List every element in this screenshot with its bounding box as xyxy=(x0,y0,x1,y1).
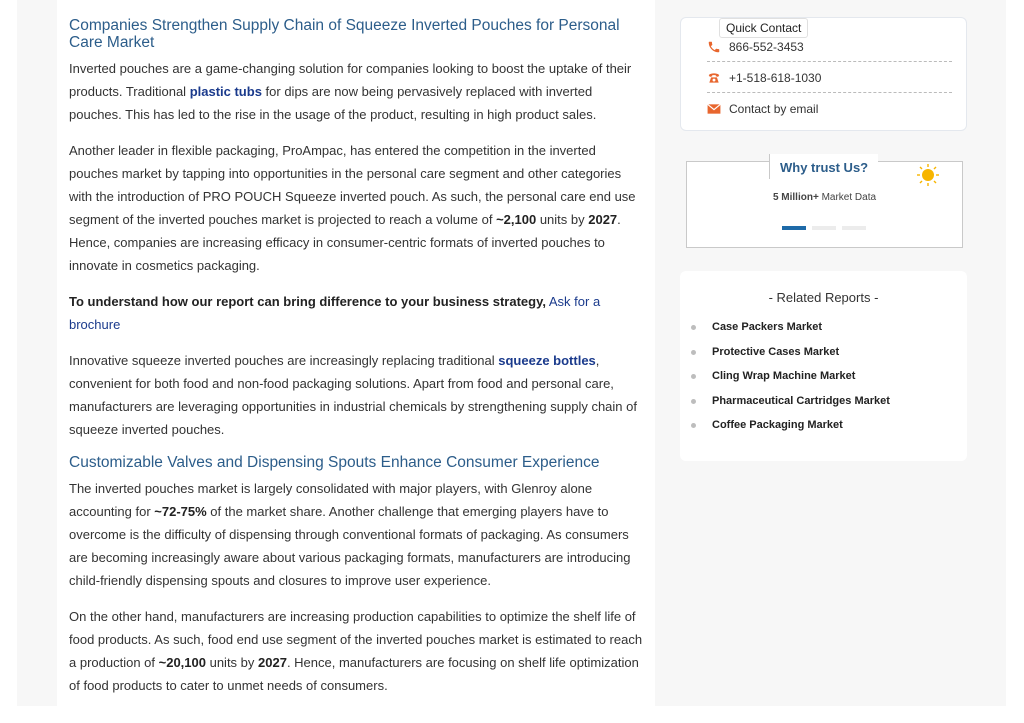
paragraph-text: Inverted pouches are a game-changing solution for companies looking to boost the uptake of their products. Traditional xyxy=(69,61,632,99)
carousel-dot-2[interactable] xyxy=(812,226,836,230)
paragraph-text: . Hence, manufacturers are focusing on shelf life optimization of food products to cater to unmet needs of consumers. xyxy=(69,655,639,693)
why-trust-us-box xyxy=(686,161,963,248)
related-reports-box xyxy=(680,271,967,461)
related-reports-title: - Related Reports - xyxy=(768,290,879,305)
related-reports-list xyxy=(680,315,967,438)
paragraph-brochure-cta xyxy=(69,290,643,336)
related-report-item[interactable]: Cling Wrap Machine Market xyxy=(680,364,967,389)
quick-contact-title: Quick Contact xyxy=(719,18,808,38)
related-report-item[interactable]: Case Packers Market xyxy=(680,315,967,340)
carousel-dot-3[interactable] xyxy=(842,226,866,230)
carousel-dot-1[interactable] xyxy=(782,226,806,230)
paragraph-text: units by xyxy=(536,212,589,227)
contact-phone2-row[interactable] xyxy=(707,63,952,93)
cta-text: To understand how our report can bring difference to your business strategy, xyxy=(69,294,546,309)
telephone-icon xyxy=(707,71,721,85)
bold-value: ~20,100 xyxy=(158,655,206,670)
phone-number-primary: 866-552-3453 xyxy=(729,39,804,54)
trust-stat-bold: 5 Million+ xyxy=(772,192,819,203)
plastic-tubs-link[interactable]: plastic tubs xyxy=(189,84,262,99)
trust-stat-text: Market Data xyxy=(818,192,877,203)
contact-email-row[interactable] xyxy=(707,94,952,124)
paragraph-text: , convenient for both food and non-food packaging solutions. Apart from food and personal care, manufacturers are leveraging opportunities in industrial chemicals by strengthening supply chain of squeeze inverted pouches. xyxy=(69,353,637,437)
paragraph-squeeze-bottles xyxy=(69,349,643,441)
trust-stat xyxy=(687,192,962,203)
paragraph-text: for dips are now being pervasively replaced with inverted pouches. This has led to the rise in the usage of the product, resulting in high product sales. xyxy=(69,84,597,122)
carousel-indicators xyxy=(782,226,866,230)
quick-contact-box xyxy=(680,17,967,131)
paragraph-text: On the other hand, manufacturers are increasing production capabilities to optimize the shelf life of food products. As such, food end use segment of the inverted pouches market is estimated to reach a production of xyxy=(69,609,643,670)
paragraph-text: Innovative squeeze inverted pouches are increasingly replacing traditional xyxy=(69,353,499,368)
related-report-item[interactable]: Pharmaceutical Cartridges Market xyxy=(680,389,967,414)
paragraph-text: of the market share. Another challenge that emerging players have to overcome is the difficulty of dispensing through conventional formats of packaging. As consumers are becoming increasingly aware about various packaging formats, manufacturers are introducing child-friendly dispensing spouts and closures to improve user experience. xyxy=(69,504,631,588)
paragraph-text: units by xyxy=(205,655,259,670)
envelope-icon xyxy=(707,102,721,116)
contact-email-label: Contact by email xyxy=(729,102,819,116)
related-report-item[interactable]: Coffee Packaging Market xyxy=(680,413,967,438)
bold-value: 2027 xyxy=(588,212,618,227)
paragraph-proampac xyxy=(69,139,643,277)
paragraph-text: Another leader in flexible packaging, ProAmpac, has entered the competition in the inverted pouches market by tapping into opportunities in the personal care segment and other categories with the introduction of PRO POUCH Squeeze inverted pouch. As such, the personal care end use segment of the inverted pouches market is projected to reach a volume of xyxy=(69,143,636,227)
paragraph-text: . Hence, companies are increasing efficacy in consumer-centric formats of inverted pouches to innovate in cosmetics packaging. xyxy=(69,212,621,273)
paragraph-food-segment xyxy=(69,605,643,697)
related-report-item[interactable]: Protective Cases Market xyxy=(680,340,967,365)
phone-icon xyxy=(707,40,721,54)
paragraph-text: The inverted pouches market is largely consolidated with major players, with Glenroy alone accounting for xyxy=(69,481,593,519)
paragraph-glenroy xyxy=(69,477,643,592)
section-heading-supply-chain: Companies Strengthen Supply Chain of Squeeze Inverted Pouches for Personal Care Market xyxy=(69,17,620,51)
sun-icon xyxy=(917,164,939,186)
bold-value: 2027 xyxy=(258,655,287,670)
section-heading-valves: Customizable Valves and Dispensing Spouts Enhance Consumer Experience xyxy=(69,454,600,471)
article-content xyxy=(57,0,655,706)
ask-brochure-link[interactable]: Ask for a brochure xyxy=(69,294,601,332)
bold-value: ~2,100 xyxy=(496,212,537,227)
squeeze-bottles-link[interactable]: squeeze bottles xyxy=(498,353,596,368)
contact-phone-row[interactable] xyxy=(707,32,952,62)
bold-value: ~72-75% xyxy=(154,504,207,519)
phone-number-secondary: +1-518-618-1030 xyxy=(729,70,822,85)
why-trust-us-title: Why trust Us? xyxy=(769,154,878,179)
paragraph-plastic-tubs xyxy=(69,57,643,126)
